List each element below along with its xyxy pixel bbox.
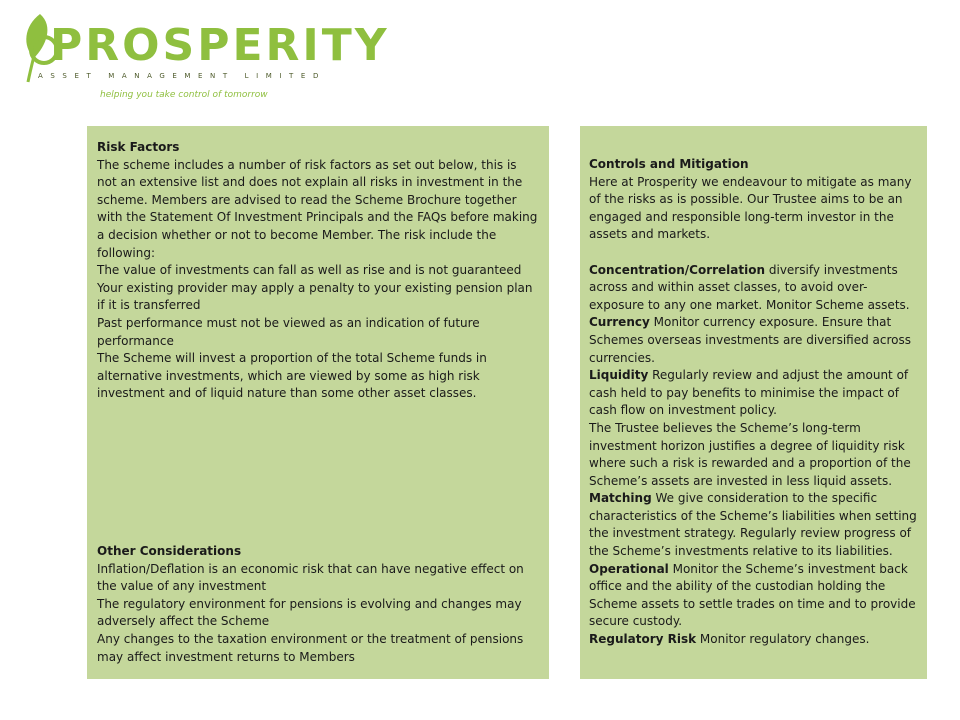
control-item [589, 631, 919, 649]
risk-factors-heading: Risk Factors [97, 140, 180, 154]
controls-heading: Controls and Mitigation [589, 157, 749, 171]
risk-item: The value of investments can fall as well as rise and is not guaranteed [97, 263, 522, 278]
control-item [589, 420, 919, 490]
other-considerations-section [97, 543, 539, 666]
brand-subtitle: ASSET MANAGEMENT LIMITED [38, 72, 326, 80]
control-item [589, 490, 919, 560]
control-term: Operational [589, 561, 669, 576]
control-text: Monitor currency exposure. Ensure that Schemes overseas investments are diversified across currencies. [589, 315, 912, 365]
control-text: diversify investments across and within asset classes, to avoid over-exposure to any one market. Monitor Scheme assets. [589, 262, 910, 312]
control-text: Monitor the Scheme’s investment back office and the ability of the custodian holding the Scheme assets to settle trades on time and to provide secure custody. [589, 561, 916, 629]
risk-item: The Scheme will invest a proportion of the total Scheme funds in alternative investments, which are viewed by some as high risk investment and of liquid nature than some other asset classes. [97, 351, 487, 401]
prosperity-logo [20, 10, 390, 100]
control-term: Concentration/Correlation [589, 262, 766, 277]
other-considerations-heading: Other Considerations [97, 544, 242, 558]
brand-tagline: helping you take control of tomorrow [100, 90, 268, 100]
consideration-item: Any changes to the taxation environment or the treatment of pensions may affect investment returns to Members [97, 631, 524, 664]
control-term: Currency [589, 315, 650, 330]
control-item [589, 314, 919, 367]
consideration-item: The regulatory environment for pensions is evolving and changes may adversely affect the Scheme [97, 596, 522, 629]
risk-item: Your existing provider may apply a penalty to your existing pension plan if it is transferred [97, 280, 533, 313]
controls-intro: Here at Prosperity we endeavour to mitigate as many of the risks as is possible. Our Trustee aims to be an engaged and responsible long-term investor in the assets and markets. [589, 174, 912, 242]
risk-item: Past performance must not be viewed as an indication of future performance [97, 315, 480, 348]
risk-panel [87, 126, 549, 679]
risk-factors-intro: The scheme includes a number of risk factors as set out below, this is not an extensive list and does not explain all risks in investment in the scheme. Members are advised to read the Scheme Brochure together with the Statement Of Investment Principals and the FAQs before making a decision whether or not to become Member. The risk include the following: [97, 157, 538, 260]
consideration-item: Inflation/Deflation is an economic risk that can have negative effect on the value of any investment [97, 561, 524, 594]
control-text: Monitor regulatory changes. [696, 632, 870, 647]
control-item [589, 262, 919, 315]
control-term: Liquidity [589, 368, 649, 383]
control-text: We give consideration to the specific characteristics of the Scheme’s liabilities when setting the investment strategy. Regularly review progress of the Scheme’s investments relative to its liabilities. [589, 491, 917, 559]
controls-panel [580, 126, 927, 679]
control-text: The Trustee believes the Scheme’s long-term investment horizon justifies a degree of liquidity risk where such a risk is rewarded and a proportion of the Scheme’s assets are invested in less liquid assets. [589, 420, 911, 488]
control-term: Regulatory Risk [589, 632, 697, 647]
control-item [589, 561, 919, 631]
brand-name: PROSPERITY [50, 20, 390, 71]
control-text: Regularly review and adjust the amount of cash held to pay benefits to minimise the impact of cash flow on investment policy. [589, 368, 909, 418]
control-item [589, 367, 919, 420]
control-term: Matching [589, 491, 652, 506]
